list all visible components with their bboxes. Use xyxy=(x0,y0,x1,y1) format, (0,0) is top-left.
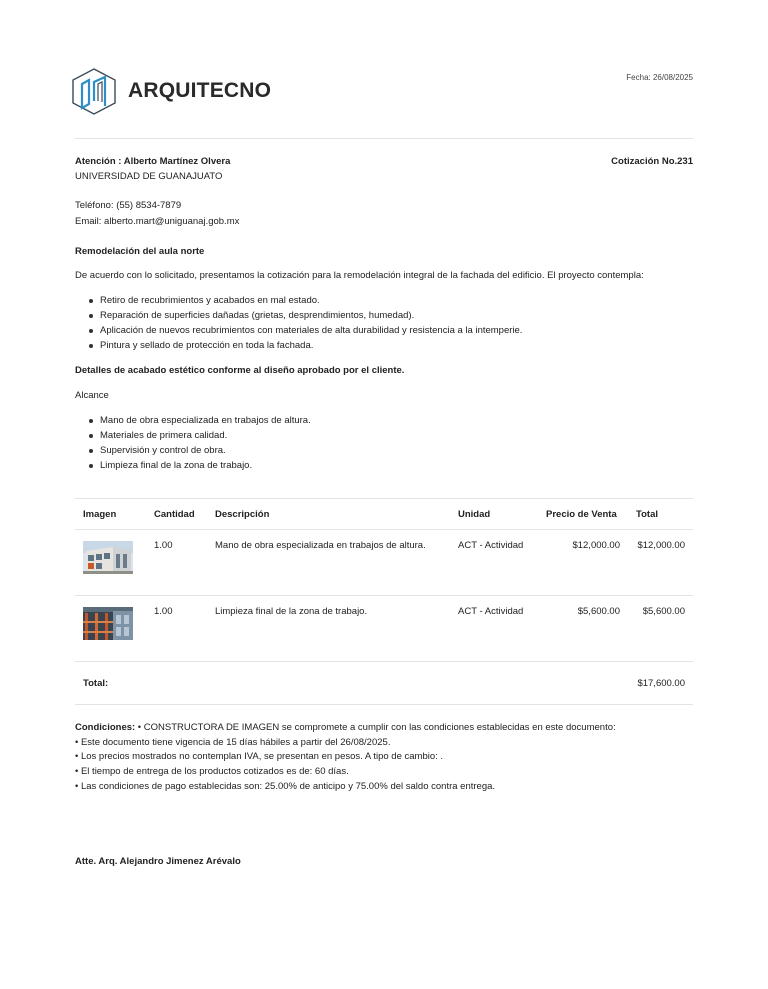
quote-items-table xyxy=(75,498,693,705)
total-value: $17,600.00 xyxy=(628,662,693,705)
col-header-total: Total xyxy=(628,499,693,530)
conditions-lead: • CONSTRUCTORA DE IMAGEN se compromete a cumplir con las condiciones establecidas en este documento: xyxy=(135,722,616,733)
row-unidad: ACT - Actividad xyxy=(450,596,538,662)
project-intro: De acuerdo con lo solicitado, presentamos la cotización para la remodelación integral de la fachada del edificio. El proyecto contempla: xyxy=(75,270,644,281)
list-item: Reparación de superficies dañadas (grietas, desprendimientos, humedad). xyxy=(75,308,522,323)
condition-line: • Los precios mostrados no contemplan IVA, se presentan en pesos. A tipo de cambio: . xyxy=(75,751,444,763)
col-header-descripcion: Descripción xyxy=(207,499,450,530)
row-image-cell xyxy=(75,596,146,662)
table-header-row xyxy=(75,499,693,530)
condition-line: • El tiempo de entrega de los productos cotizados es de: 60 días. xyxy=(75,766,349,778)
scaffold-photo-thumbnail xyxy=(83,607,133,640)
signature: Atte. Arq. Alejandro Jimenez Arévalo xyxy=(75,856,241,867)
row-descripcion: Mano de obra especializada en trabajos de altura. xyxy=(207,530,450,596)
table-row xyxy=(75,530,693,596)
row-unidad: ACT - Actividad xyxy=(450,530,538,596)
list-item: Aplicación de nuevos recubrimientos con materiales de alta durabilidad y resistencia a la intemperie. xyxy=(75,323,522,338)
row-image-cell xyxy=(75,530,146,596)
row-cantidad: 1.00 xyxy=(146,596,207,662)
scope-list xyxy=(75,293,522,353)
condition-line: • Las condiciones de pago establecidas son: 25.00% de anticipo y 75.00% del saldo contra entrega. xyxy=(75,780,496,792)
attention-line: Atención : Alberto Martínez Olvera xyxy=(75,156,231,167)
col-header-unidad: Unidad xyxy=(450,499,538,530)
brand-name: ARQUITECNO xyxy=(128,79,272,102)
list-item: Retiro de recubrimientos y acabados en mal estado. xyxy=(75,293,522,308)
arquitecno-logo-icon xyxy=(72,68,116,115)
col-header-imagen: Imagen xyxy=(75,499,146,530)
finish-note: Detalles de acabado estético conforme al diseño aprobado por el cliente. xyxy=(75,365,405,376)
client-institution: UNIVERSIDAD DE GUANAJUATO xyxy=(75,171,223,182)
list-item: Limpieza final de la zona de trabajo. xyxy=(75,458,311,473)
col-header-precio: Precio de Venta xyxy=(538,499,628,530)
quote-number: Cotización No.231 xyxy=(611,156,693,167)
document-header xyxy=(75,68,693,116)
client-email: Email: alberto.mart@uniguanaj.gob.mx xyxy=(75,216,240,227)
list-item: Pintura y sellado de protección en toda la fachada. xyxy=(75,338,522,353)
table-row xyxy=(75,596,693,662)
list-item: Materiales de primera calidad. xyxy=(75,428,311,443)
project-title: Remodelación del aula norte xyxy=(75,246,205,257)
row-cantidad: 1.00 xyxy=(146,530,207,596)
list-item: Supervisión y control de obra. xyxy=(75,443,311,458)
list-item: Mano de obra especializada en trabajos de altura. xyxy=(75,413,311,428)
conditions-label: Condiciones: xyxy=(75,722,136,733)
conditions-lead-line xyxy=(75,721,616,736)
alcance-label: Alcance xyxy=(75,390,109,401)
condition-line: • Este documento tiene vigencia de 15 días hábiles a partir del 26/08/2025. xyxy=(75,736,391,748)
row-precio: $12,000.00 xyxy=(538,530,628,596)
col-header-cantidad: Cantidad xyxy=(146,499,207,530)
client-phone: Teléfono: (55) 8534-7879 xyxy=(75,200,182,211)
document-date: Fecha: 26/08/2025 xyxy=(626,73,693,82)
conditions-section xyxy=(75,721,616,795)
alcance-list xyxy=(75,413,311,473)
table-total-row xyxy=(75,662,693,705)
row-descripcion: Limpieza final de la zona de trabajo. xyxy=(207,596,450,662)
row-total: $12,000.00 xyxy=(628,530,693,596)
header-divider xyxy=(75,138,693,139)
row-precio: $5,600.00 xyxy=(538,596,628,662)
building-photo-thumbnail xyxy=(83,541,133,574)
total-label: Total: xyxy=(75,662,207,705)
row-total: $5,600.00 xyxy=(628,596,693,662)
